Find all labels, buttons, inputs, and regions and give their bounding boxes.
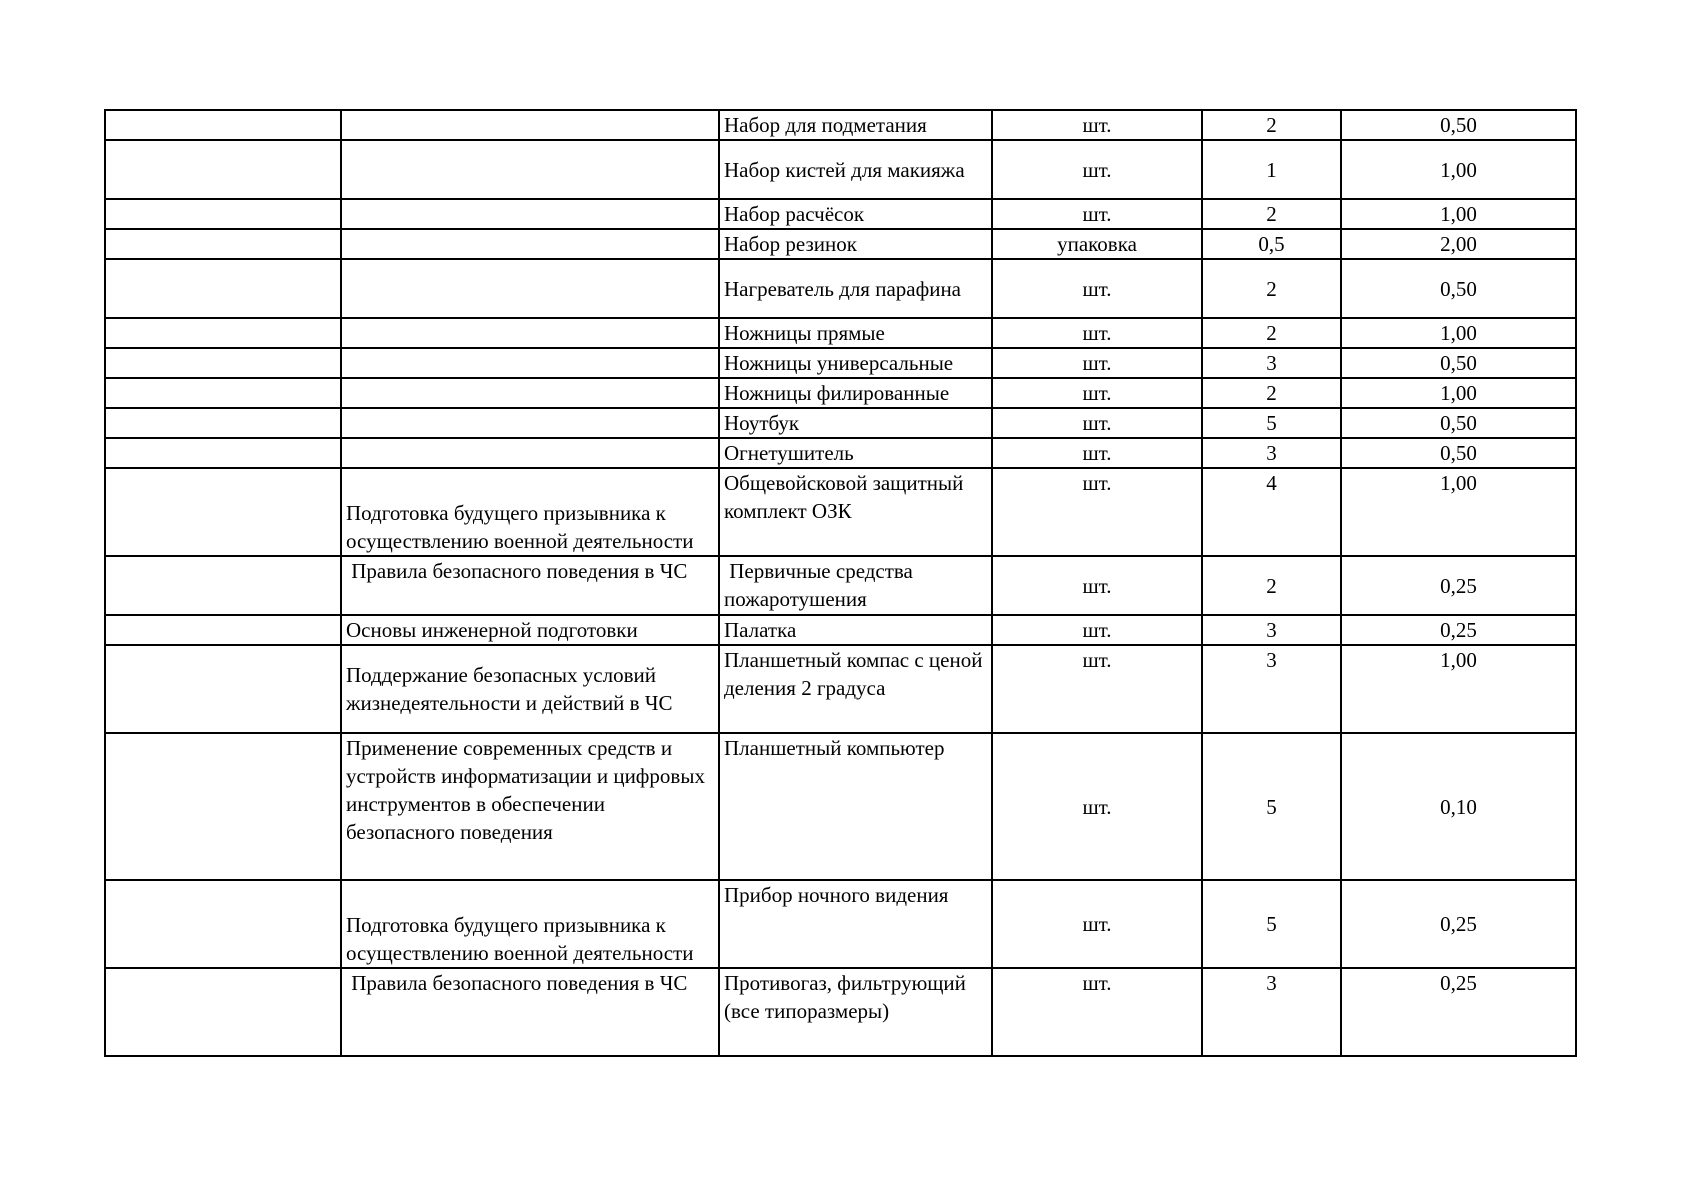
item-name-cell: Ножницы филированные [719,378,992,408]
item-name-cell: Планшетный компас с ценой деления 2 градуса [719,645,992,733]
quantity-cell: 2 [1202,556,1341,615]
item-name-cell: Общевойсковой защитный комплект ОЗК [719,468,992,556]
table-row [105,348,1576,378]
item-name-cell: Огнетушитель [719,438,992,468]
norm-cell: 1,00 [1341,199,1576,229]
unit-cell: шт. [992,438,1202,468]
table-row [105,378,1576,408]
norm-cell: 0,50 [1341,408,1576,438]
norm-cell: 0,25 [1341,615,1576,645]
table-row [105,968,1576,1056]
norm-cell: 0,25 [1341,556,1576,615]
table-row [105,140,1576,199]
row-code-cell [105,968,341,1056]
equipment-table-body [105,110,1576,1056]
quantity-cell: 3 [1202,968,1341,1056]
table-row [105,468,1576,556]
quantity-cell: 2 [1202,378,1341,408]
unit-cell: шт. [992,880,1202,968]
section-cell: Правила безопасного поведения в ЧС [341,556,719,615]
section-cell: Подготовка будущего призывника к осуществлению военной деятельности [341,468,719,556]
unit-cell: шт. [992,318,1202,348]
quantity-cell: 3 [1202,615,1341,645]
norm-cell: 0,50 [1341,259,1576,318]
quantity-cell: 3 [1202,348,1341,378]
table-row [105,880,1576,968]
item-name-cell: Набор для подметания [719,110,992,140]
section-cell [341,438,719,468]
table-row [105,229,1576,259]
table-row [105,199,1576,229]
row-code-cell [105,556,341,615]
unit-cell: шт. [992,968,1202,1056]
norm-cell: 1,00 [1341,318,1576,348]
item-name-cell: Первичные средства пожаротушения [719,556,992,615]
row-code-cell [105,468,341,556]
table-row [105,556,1576,615]
norm-cell: 1,00 [1341,140,1576,199]
section-cell [341,348,719,378]
norm-cell: 1,00 [1341,645,1576,733]
row-code-cell [105,408,341,438]
unit-cell: шт. [992,645,1202,733]
unit-cell: шт. [992,556,1202,615]
row-code-cell [105,645,341,733]
quantity-cell: 2 [1202,199,1341,229]
table-row [105,615,1576,645]
quantity-cell: 5 [1202,408,1341,438]
item-name-cell: Палатка [719,615,992,645]
section-cell: Применение современных средств и устройств информатизации и цифровых инструментов в обеспечении безопасного поведения [341,733,719,880]
section-cell: Правила безопасного поведения в ЧС [341,968,719,1056]
table-row [105,318,1576,348]
norm-cell: 0,50 [1341,438,1576,468]
norm-cell: 2,00 [1341,229,1576,259]
section-cell [341,199,719,229]
norm-cell: 0,10 [1341,733,1576,880]
item-name-cell: Набор расчёсок [719,199,992,229]
table-row [105,259,1576,318]
section-cell [341,229,719,259]
item-name-cell: Ноутбук [719,408,992,438]
row-code-cell [105,348,341,378]
quantity-cell: 2 [1202,318,1341,348]
row-code-cell [105,438,341,468]
row-code-cell [105,615,341,645]
unit-cell: шт. [992,259,1202,318]
table-row [105,733,1576,880]
norm-cell: 0,50 [1341,348,1576,378]
unit-cell: шт. [992,378,1202,408]
item-name-cell: Набор кистей для макияжа [719,140,992,199]
item-name-cell: Противогаз, фильтрующий (все типоразмеры) [719,968,992,1056]
row-code-cell [105,378,341,408]
section-cell [341,110,719,140]
item-name-cell: Планшетный компьютер [719,733,992,880]
item-name-cell: Ножницы универсальные [719,348,992,378]
row-code-cell [105,110,341,140]
quantity-cell: 1 [1202,140,1341,199]
row-code-cell [105,140,341,199]
unit-cell: шт. [992,110,1202,140]
section-cell: Подготовка будущего призывника к осуществлению военной деятельности [341,880,719,968]
item-name-cell: Прибор ночного видения [719,880,992,968]
row-code-cell [105,318,341,348]
table-row [105,645,1576,733]
row-code-cell [105,733,341,880]
quantity-cell: 3 [1202,645,1341,733]
section-cell [341,378,719,408]
item-name-cell: Нагреватель для парафина [719,259,992,318]
item-name-cell: Набор резинок [719,229,992,259]
table-row [105,438,1576,468]
norm-cell: 0,50 [1341,110,1576,140]
norm-cell: 1,00 [1341,378,1576,408]
unit-cell: шт. [992,408,1202,438]
quantity-cell: 5 [1202,733,1341,880]
table-row [105,408,1576,438]
section-cell [341,140,719,199]
norm-cell: 0,25 [1341,968,1576,1056]
row-code-cell [105,229,341,259]
section-cell: Поддержание безопасных условий жизнедеятельности и действий в ЧС [341,645,719,733]
unit-cell: шт. [992,615,1202,645]
row-code-cell [105,199,341,229]
section-cell: Основы инженерной подготовки [341,615,719,645]
quantity-cell: 4 [1202,468,1341,556]
norm-cell: 1,00 [1341,468,1576,556]
item-name-cell: Ножницы прямые [719,318,992,348]
quantity-cell: 3 [1202,438,1341,468]
section-cell [341,318,719,348]
unit-cell: шт. [992,733,1202,880]
unit-cell: шт. [992,140,1202,199]
row-code-cell [105,880,341,968]
equipment-table [104,109,1577,1057]
quantity-cell: 5 [1202,880,1341,968]
quantity-cell: 2 [1202,259,1341,318]
table-row [105,110,1576,140]
unit-cell: упаковка [992,229,1202,259]
section-cell [341,408,719,438]
quantity-cell: 2 [1202,110,1341,140]
unit-cell: шт. [992,348,1202,378]
unit-cell: шт. [992,199,1202,229]
quantity-cell: 0,5 [1202,229,1341,259]
norm-cell: 0,25 [1341,880,1576,968]
unit-cell: шт. [992,468,1202,556]
row-code-cell [105,259,341,318]
section-cell [341,259,719,318]
